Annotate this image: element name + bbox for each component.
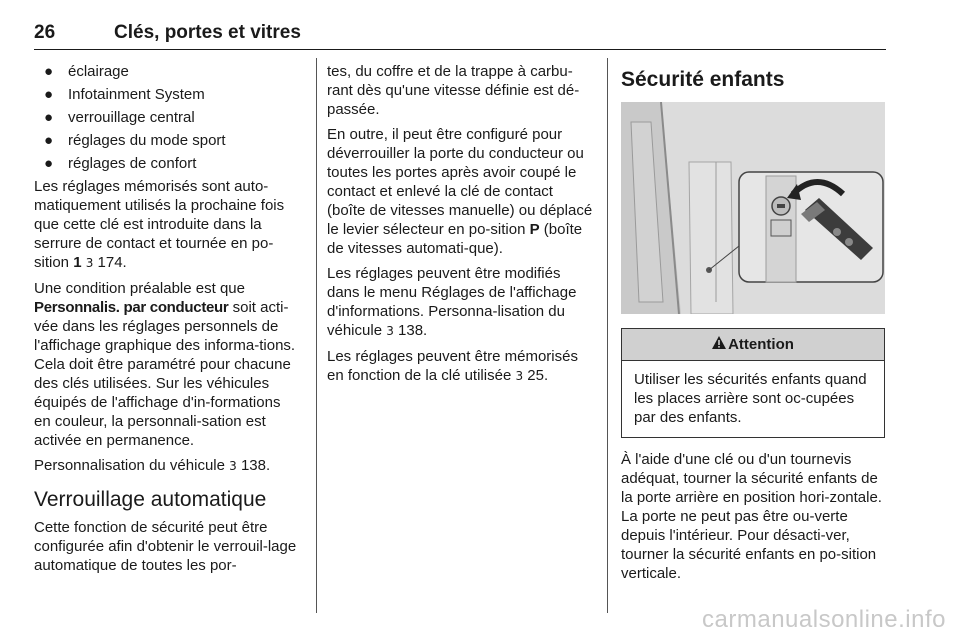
- chapter-title: Clés, portes et vitres: [114, 22, 301, 43]
- column-divider-1: [316, 58, 317, 613]
- attention-title: Attention: [728, 336, 794, 353]
- paragraph: Une condition préalable est que Personnalis. par conducteur soit acti-vée dans les réglages personnels de l'affichage graphique des informa-tions. Cela doit être paramétré pour chacune des clés utilisées. Sur les véhicules équipés de l'affichage d'in-formations en couleur, la personnali-sation est activée en permanence.: [34, 280, 296, 449]
- warning-triangle-icon: [712, 335, 726, 354]
- paragraph: Cette fonction de sécurité peut être configurée afin d'obtenir le verrouil-lage automatique de toutes les por-: [34, 519, 297, 574]
- page-reference-icon: 3: [85, 256, 94, 270]
- paragraph: En outre, il peut être configuré pour déverrouiller la porte du conducteur ou toutes les portes après avoir coupé le contact et enlevé la clé de contact (boîte de vitesses manuelle) ou déplacé le levier sélecteur en po-sition P (boîte de vitesses automati-que).: [327, 126, 593, 257]
- section-heading: Sécurité enfants: [621, 68, 785, 91]
- paragraph: Les réglages mémorisés sont auto-matiquement utilisés la prochaine fois que cette clé est introduite dans la serrure de contact et tournée en po-sition 1 3 174.: [34, 178, 285, 271]
- paragraph: Personnalisation du véhicule 3 138.: [34, 457, 271, 474]
- attention-box: [621, 328, 885, 438]
- attention-text: Utiliser les sécurités enfants quand les places arrière sont oc-cupées par des enfants.: [634, 371, 867, 426]
- list-item: ● Infotainment System: [44, 86, 205, 103]
- list-item: ● réglages du mode sport: [44, 132, 226, 149]
- column-2: [327, 62, 593, 392]
- page-number: 26: [34, 22, 56, 43]
- feature-list: [34, 62, 300, 173]
- paragraph: À l'aide d'une clé ou d'un tournevis adéquat, tourner la sécurité enfants de la porte arrière en position hori-zontale. La porte ne peut pas être ou-verte depuis l'intérieur. Pour désacti-ver, tourner la sécurité enfants en po-sition verticale.: [621, 451, 882, 582]
- paragraph: Les réglages peuvent être mémorisés en fonction de la clé utilisée 3 25.: [327, 348, 578, 384]
- column-1: [34, 62, 300, 581]
- paragraph: tes, du coffre et de la trappe à carbu-rant dès qu'une vitesse définie est dé-passée.: [327, 63, 580, 118]
- page-reference-icon: 3: [229, 459, 237, 473]
- door-illustration-svg: [621, 102, 885, 314]
- list-item: ● réglages de confort: [44, 155, 197, 172]
- attention-header: [622, 329, 884, 361]
- child-lock-illustration: [621, 102, 885, 314]
- paragraph: Les réglages peuvent être modifiés dans le menu Réglages de l'affichage d'informations. Personna-lisation du véhicule 3 138.: [327, 265, 577, 339]
- list-item: ● éclairage: [44, 63, 129, 80]
- watermark: carmanualsonline.info: [702, 606, 946, 633]
- header-rule: [34, 49, 886, 50]
- page-reference-icon: 3: [386, 324, 394, 338]
- page-reference-icon: 3: [515, 369, 524, 383]
- page-header: [34, 22, 886, 48]
- section-heading: Verrouillage automatique: [34, 488, 267, 511]
- list-item: ● verrouillage central: [44, 109, 195, 126]
- column-divider-2: [607, 58, 608, 613]
- column-3: [621, 64, 887, 589]
